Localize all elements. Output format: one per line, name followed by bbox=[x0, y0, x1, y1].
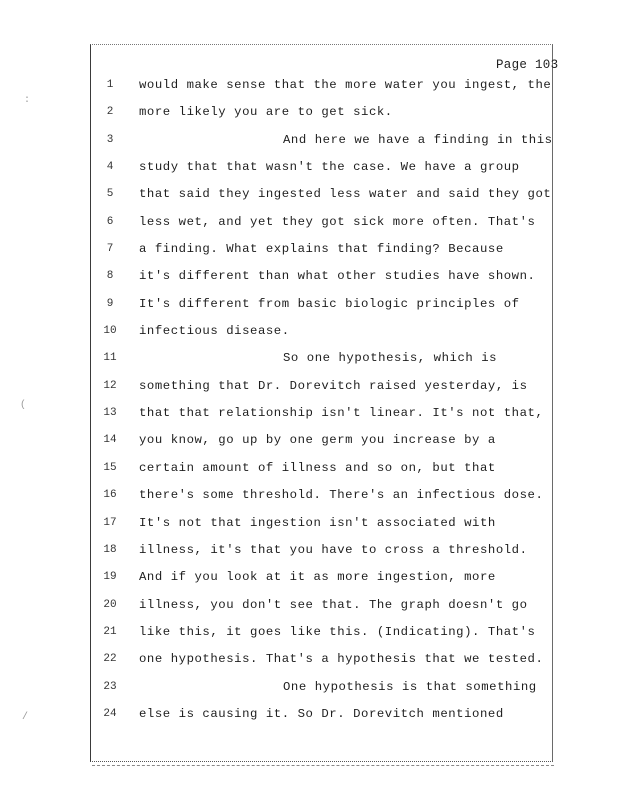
transcript-line bbox=[0, 650, 618, 677]
margin-speck: / bbox=[22, 712, 29, 723]
margin-speck: ( bbox=[20, 400, 27, 411]
transcript-line bbox=[0, 404, 618, 431]
line-text: you know, go up by one germ you increase by a bbox=[139, 433, 496, 448]
line-number: 3 bbox=[106, 133, 114, 146]
line-number: 9 bbox=[106, 297, 114, 310]
line-text: It's different from basic biologic principles of bbox=[139, 296, 520, 311]
line-number: 13 bbox=[103, 407, 117, 420]
line-number: 2 bbox=[106, 106, 114, 119]
line-number: 22 bbox=[103, 653, 117, 666]
line-number: 7 bbox=[106, 243, 114, 256]
line-number: 21 bbox=[103, 625, 117, 638]
line-number: 14 bbox=[103, 434, 117, 447]
line-number: 12 bbox=[103, 379, 117, 392]
line-number: 11 bbox=[103, 352, 117, 365]
line-text: else is causing it. So Dr. Dorevitch mentioned bbox=[139, 706, 504, 721]
line-text: there's some threshold. There's an infectious dose. bbox=[139, 488, 544, 503]
transcript-line bbox=[0, 349, 618, 376]
transcript-line bbox=[0, 103, 618, 130]
transcript-line bbox=[0, 459, 618, 486]
transcript-line bbox=[0, 240, 618, 267]
transcript-line bbox=[0, 131, 618, 158]
transcript-line bbox=[0, 705, 618, 732]
line-number: 5 bbox=[106, 188, 114, 201]
transcript-line bbox=[0, 213, 618, 240]
line-text: less wet, and yet they got sick more often. That's bbox=[139, 214, 536, 229]
line-number: 6 bbox=[106, 215, 114, 228]
line-number: 23 bbox=[103, 680, 117, 693]
line-text: And if you look at it as more ingestion, more bbox=[139, 570, 496, 585]
line-number: 17 bbox=[103, 516, 117, 529]
line-text: something that Dr. Dorevitch raised yesterday, is bbox=[139, 378, 528, 393]
line-text: certain amount of illness and so on, but that bbox=[139, 460, 496, 475]
line-number: 1 bbox=[106, 79, 114, 91]
transcript-line bbox=[0, 185, 618, 212]
line-text: it's different than what other studies have shown. bbox=[139, 269, 536, 284]
transcript-body bbox=[0, 76, 618, 732]
line-text: So one hypothesis, which is bbox=[283, 351, 498, 366]
transcript-line bbox=[0, 158, 618, 185]
line-text: illness, it's that you have to cross a threshold. bbox=[139, 542, 528, 557]
page-number: Page 103 bbox=[496, 58, 559, 72]
line-text: a finding. What explains that finding? Because bbox=[139, 242, 504, 257]
transcript-line bbox=[0, 623, 618, 650]
transcript-line bbox=[0, 295, 618, 322]
transcript-line bbox=[0, 76, 618, 103]
line-text: One hypothesis is that something bbox=[283, 679, 537, 694]
line-text: that that relationship isn't linear. It's not that, bbox=[139, 406, 544, 421]
transcript-line bbox=[0, 322, 618, 349]
line-number: 24 bbox=[103, 707, 117, 720]
line-text: study that that wasn't the case. We have a group bbox=[139, 160, 520, 175]
margin-speck: : bbox=[24, 95, 31, 106]
line-number: 19 bbox=[103, 571, 117, 584]
line-number: 18 bbox=[103, 543, 117, 556]
line-text: more likely you are to get sick. bbox=[139, 105, 393, 120]
transcript-line bbox=[0, 568, 618, 595]
line-text: would make sense that the more water you ingest, the bbox=[139, 78, 552, 92]
transcript-line bbox=[0, 377, 618, 404]
line-text: It's not that ingestion isn't associated with bbox=[139, 515, 496, 530]
transcript-line bbox=[0, 541, 618, 568]
transcript-line bbox=[0, 596, 618, 623]
line-number: 4 bbox=[106, 161, 114, 174]
line-text: And here we have a finding in this bbox=[283, 132, 553, 147]
line-text: infectious disease. bbox=[139, 324, 290, 339]
bottom-rule bbox=[92, 765, 554, 766]
line-text: that said they ingested less water and said they got bbox=[139, 187, 552, 202]
transcript-line bbox=[0, 267, 618, 294]
transcript-line bbox=[0, 678, 618, 705]
transcript-line bbox=[0, 486, 618, 513]
transcript-line bbox=[0, 431, 618, 458]
transcript-line bbox=[0, 514, 618, 541]
line-text: one hypothesis. That's a hypothesis that we tested. bbox=[139, 652, 544, 667]
line-number: 15 bbox=[103, 461, 117, 474]
line-number: 20 bbox=[103, 598, 117, 611]
line-number: 10 bbox=[103, 325, 117, 338]
line-text: illness, you don't see that. The graph doesn't go bbox=[139, 597, 528, 612]
line-number: 16 bbox=[103, 489, 117, 502]
line-text: like this, it goes like this. (Indicating). That's bbox=[139, 624, 536, 639]
line-number: 8 bbox=[106, 270, 114, 283]
